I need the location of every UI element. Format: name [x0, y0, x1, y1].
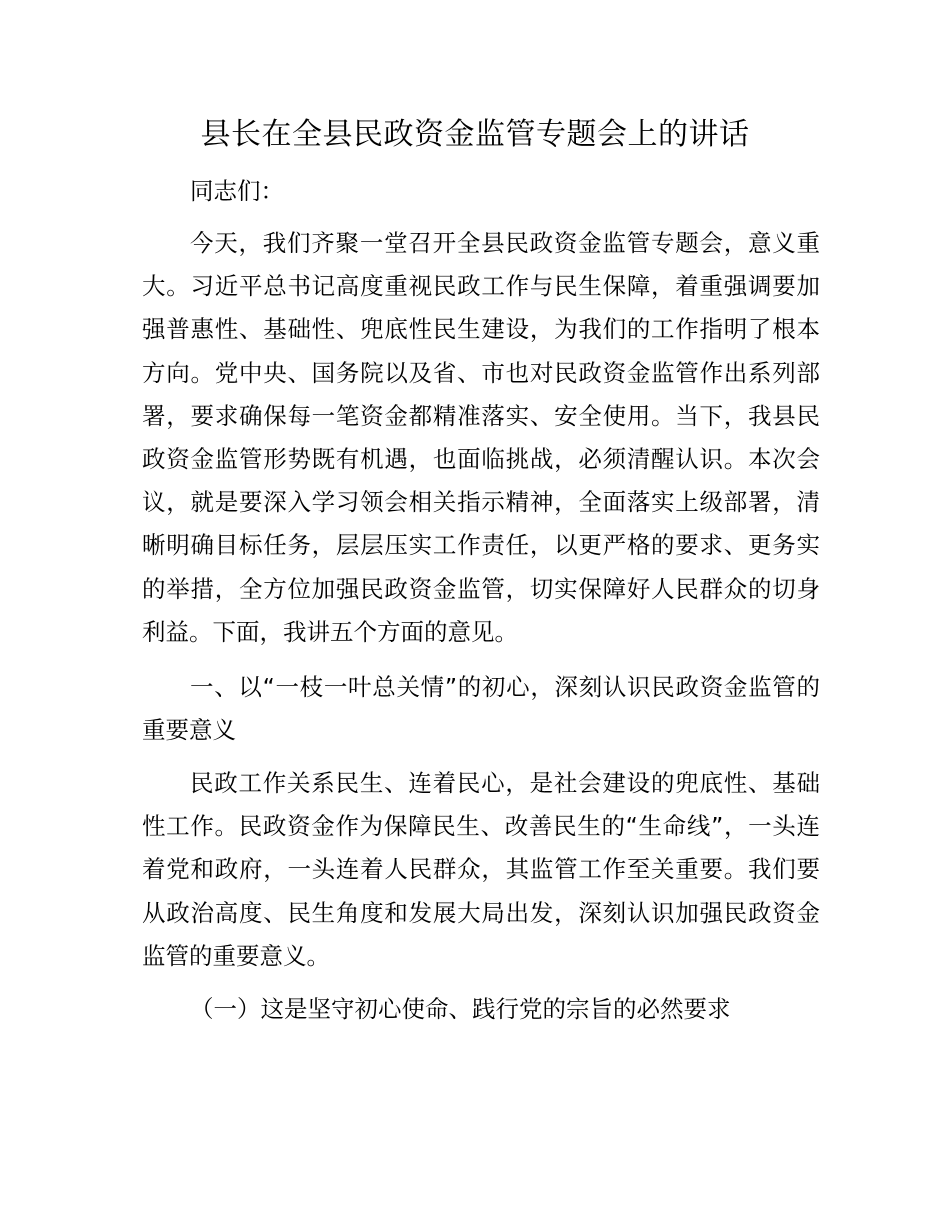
paragraph-section-1: 民政工作关系民生、连着民心，是社会建设的兜底性、基础性工作。民政资金作为保障民生、改善民生的“生命线”，一头连着党和政府，一头连着人民群众，其监管工作至关重要。我们要从政治高度、民生角度和发展大局出发，深刻认识加强民政资金监管的重要意义。	[142, 769, 820, 970]
greeting: 同志们：	[190, 177, 284, 205]
document-title: 县长在全县民政资金监管专题会上的讲话	[200, 117, 750, 152]
paragraph-intro: 今天，我们齐聚一堂召开全县民政资金监管专题会，意义重大。习近平总书记高度重视民政工作与民生保障，着重强调要加强普惠性、基础性、兜底性民生建设，为我们的工作指明了根本方向。党中央、国务院以及省、市也对民政资金监管作出系列部署，要求确保每一笔资金都精准落实、安全使用。当下，我县民政资金监管形势既有机遇，也面临挑战，必须清醒认识。本次会议，就是要深入学习领会相关指示精神，全面落实上级部署，清晰明确目标任务，层层压实工作责任，以更严格的要求、更务实的举措，全方位加强民政资金监管，切实保障好人民群众的切身利益。下面，我讲五个方面的意见。	[142, 229, 820, 646]
subsection-heading-1-1: （一）这是坚守初心使命、践行党的宗旨的必然要求	[190, 995, 731, 1023]
section-heading-1: 一、以“一枝一叶总关情”的初心，深刻认识民政资金监管的重要意义	[142, 673, 820, 745]
